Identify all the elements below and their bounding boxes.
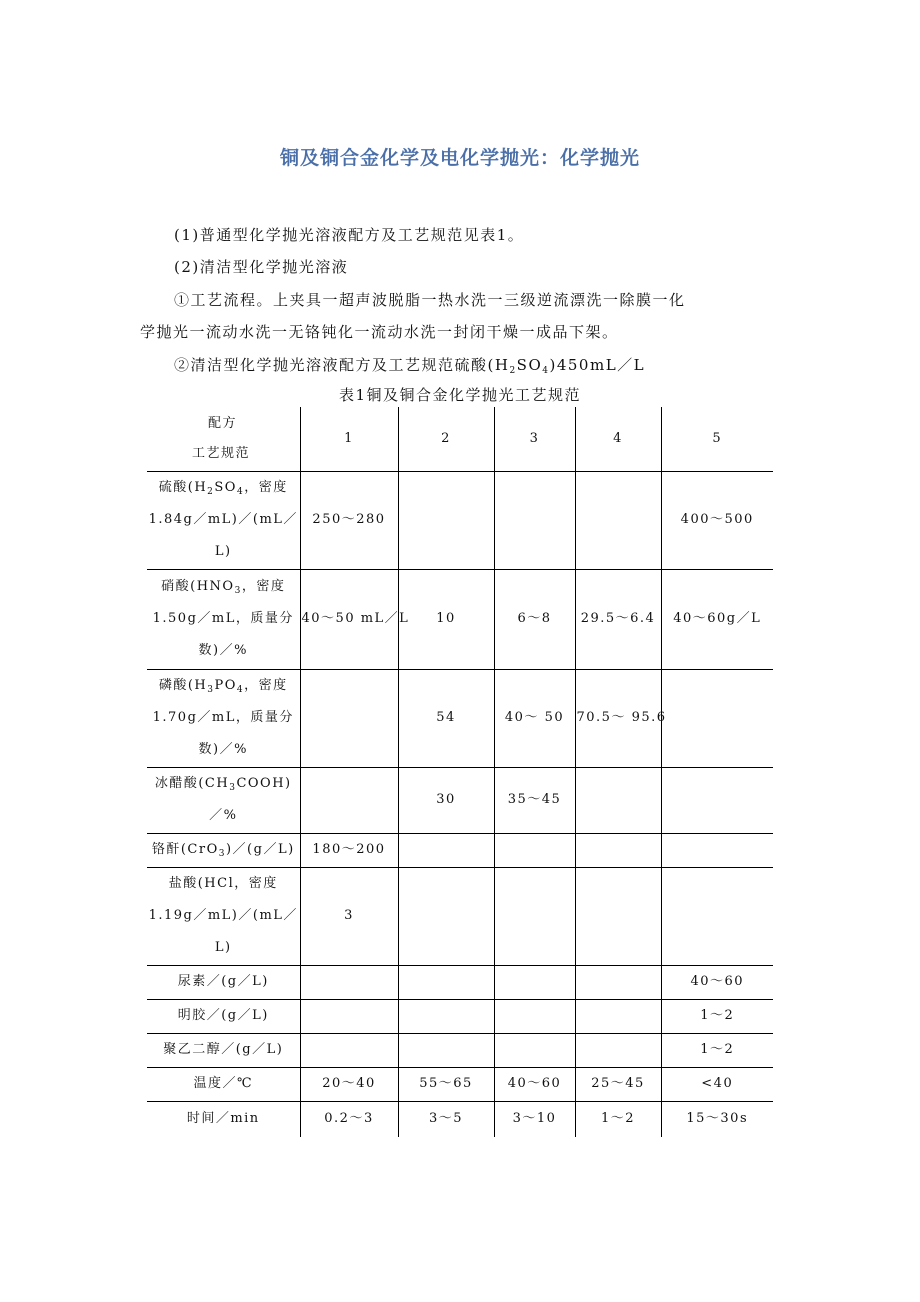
table-cell-col-1: 3 — [300, 867, 398, 965]
row-label-text: SO — [214, 480, 237, 495]
row-label-text: PO — [214, 678, 237, 693]
table-caption: 表1铜及铜合金化学抛光工艺规范 — [338, 386, 582, 404]
table-cell-col-2: 10 — [398, 569, 494, 669]
table-cell-col-3 — [494, 965, 575, 999]
table-cell-col-3 — [494, 999, 575, 1033]
table-cell-col-5: 1～2 — [661, 999, 773, 1033]
table-cell-col-3: 35～45 — [494, 767, 575, 833]
paragraph-4-post: )450mL／L — [549, 356, 646, 374]
table-cell-col-2 — [398, 965, 494, 999]
row-label-text: ，密度 1.70g／mL，质量分数)／% — [152, 678, 294, 757]
table-cell-col-1 — [300, 999, 398, 1033]
formula-subscript: 3 — [218, 849, 226, 859]
paragraph-3-line-2: 学抛光一流动水洗一无铬钝化一流动水洗一封闭干燥一成品下架。 — [140, 323, 619, 341]
table-cell-col-5: 15～30s — [661, 1101, 773, 1137]
row-label-cell — [147, 669, 300, 767]
table-row — [147, 471, 773, 569]
row-label-text: ，密度 1.50g／mL，质量分数)／% — [152, 579, 294, 658]
row-label-cell — [147, 569, 300, 669]
table-cell-col-1 — [300, 767, 398, 833]
paragraph-4 — [140, 349, 780, 381]
row-label-cell — [147, 1101, 300, 1137]
header-corner-formula: 配方 — [208, 415, 238, 431]
header-corner-cell — [147, 407, 300, 471]
row-label-text: ，密度 1.84g／mL)／(mL／L) — [148, 480, 298, 559]
row-label-cell — [147, 471, 300, 569]
table-row — [147, 833, 773, 867]
table-row — [147, 867, 773, 965]
table-cell-col-3: 40～ 50 — [494, 669, 575, 767]
table-cell-col-5: 400～500 — [661, 471, 773, 569]
formula-subscript: 3 — [207, 685, 215, 695]
table-cell-col-3 — [494, 1033, 575, 1067]
paragraph-3-line-1: ①工艺流程。上夹具一超声波脱脂一热水洗一三级逆流漂洗一除膜一化 — [174, 291, 686, 309]
formula-subscript: 4 — [236, 685, 245, 695]
row-label-text: 盐酸(HCl，密度 1.19g／mL)／(mL／L) — [148, 876, 298, 955]
row-label-text: 温度／℃ — [193, 1076, 254, 1091]
table-cell-col-4: 29.5～6.4 — [575, 569, 661, 669]
table-cell-col-1: 0.2～3 — [300, 1101, 398, 1137]
table-cell-col-5: <40 — [661, 1067, 773, 1101]
paragraph-2-text: (2)清洁型化学抛光溶液 — [174, 258, 349, 276]
row-label-cell — [147, 999, 300, 1033]
row-label-text: 冰醋酸(CH — [154, 776, 230, 791]
row-label-cell — [147, 1067, 300, 1101]
table-cell-col-2: 54 — [398, 669, 494, 767]
row-label-cell — [147, 767, 300, 833]
table-cell-col-5: 40～60 — [661, 965, 773, 999]
process-spec-table — [147, 407, 773, 1137]
paragraph-3 — [140, 284, 780, 348]
row-label-text: )／(g／L) — [225, 842, 295, 857]
table-cell-col-4 — [575, 867, 661, 965]
table-header-row — [147, 407, 773, 471]
table-cell-col-5: 1～2 — [661, 1033, 773, 1067]
row-label-text: 时间／min — [186, 1111, 260, 1127]
table-cell-col-5 — [661, 867, 773, 965]
table-cell-col-2: 3～5 — [398, 1101, 494, 1137]
table-cell-col-5: 40～60g／L — [661, 569, 773, 669]
row-label-cell — [147, 833, 300, 867]
header-corner-process: 工艺规范 — [192, 445, 251, 461]
table-cell-col-5 — [661, 833, 773, 867]
table-cell-col-3: 6～8 — [494, 569, 575, 669]
row-label-text: 硫酸(H — [158, 480, 208, 495]
table-cell-col-3: 3～10 — [494, 1101, 575, 1137]
paragraph-4-sub-2: 4 — [542, 366, 550, 376]
table-cell-col-4 — [575, 999, 661, 1033]
table-row — [147, 999, 773, 1033]
row-label-text: 明胶／(g／L) — [177, 1008, 269, 1023]
table-row — [147, 1101, 773, 1137]
paragraph-1-text: (1)普通型化学抛光溶液配方及工艺规范见表1。 — [174, 226, 525, 244]
table-row — [147, 569, 773, 669]
table-cell-col-1 — [300, 669, 398, 767]
table-cell-col-3 — [494, 833, 575, 867]
table-cell-col-5 — [661, 669, 773, 767]
header-col-2: 2 — [398, 407, 494, 471]
table-cell-col-3 — [494, 471, 575, 569]
table-cell-col-1 — [300, 1033, 398, 1067]
header-col-4: 4 — [575, 407, 661, 471]
table-cell-col-1: 20～40 — [300, 1067, 398, 1101]
table-cell-col-4: 70.5～ 95.6 — [575, 669, 661, 767]
row-label-cell — [147, 867, 300, 965]
row-label-text: 聚乙二醇／(g／L) — [163, 1042, 284, 1057]
table-cell-col-2: 55～65 — [398, 1067, 494, 1101]
row-label-text: 硝酸(HNO — [161, 579, 235, 594]
paragraph-4-sub-1: 2 — [509, 366, 517, 376]
row-label-cell — [147, 1033, 300, 1067]
header-col-1: 1 — [300, 407, 398, 471]
paragraph-2 — [140, 251, 780, 283]
row-label-text: 尿素／(g／L) — [177, 974, 269, 989]
table-cell-col-2 — [398, 833, 494, 867]
table-cell-col-1: 180～200 — [300, 833, 398, 867]
table-cell-col-4 — [575, 965, 661, 999]
table-cell-col-2 — [398, 1033, 494, 1067]
table-cell-col-4: 25～45 — [575, 1067, 661, 1101]
table-row — [147, 965, 773, 999]
table-row — [147, 1033, 773, 1067]
row-label-cell — [147, 965, 300, 999]
table-cell-col-2 — [398, 867, 494, 965]
table-cell-col-4 — [575, 767, 661, 833]
paragraph-4-pre: ②清洁型化学抛光溶液配方及工艺规范硫酸(H — [174, 356, 510, 374]
formula-subscript: 3 — [229, 783, 237, 793]
table-cell-col-1 — [300, 965, 398, 999]
formula-subscript: 2 — [207, 487, 215, 497]
header-col-3: 3 — [494, 407, 575, 471]
table-cell-col-3 — [494, 867, 575, 965]
table-row — [147, 669, 773, 767]
table-cell-col-4 — [575, 471, 661, 569]
paragraph-4-mid: SO — [516, 356, 543, 374]
table-cell-col-3: 40～60 — [494, 1067, 575, 1101]
table-cell-col-5 — [661, 767, 773, 833]
formula-subscript: 4 — [236, 487, 245, 497]
document-title: 铜及铜合金化学及电化学抛光：化学抛光 — [279, 147, 640, 169]
table-cell-col-2 — [398, 999, 494, 1033]
table-cell-col-1: 40～50 mL／L — [300, 569, 398, 669]
table-cell-col-2: 30 — [398, 767, 494, 833]
table-cell-col-1: 250～280 — [300, 471, 398, 569]
table-row — [147, 767, 773, 833]
paragraph-1 — [140, 219, 780, 251]
table-cell-col-2 — [398, 471, 494, 569]
row-label-text: 磷酸(H — [158, 678, 208, 693]
header-col-5: 5 — [661, 407, 773, 471]
table-row — [147, 1067, 773, 1101]
table-cell-col-4: 1～2 — [575, 1101, 661, 1137]
table-cell-col-4 — [575, 1033, 661, 1067]
formula-subscript: 3 — [234, 586, 242, 596]
table-cell-col-4 — [575, 833, 661, 867]
row-label-text: 铬酐(CrO — [151, 842, 219, 857]
row-label-text: COOH)／% — [209, 776, 292, 823]
